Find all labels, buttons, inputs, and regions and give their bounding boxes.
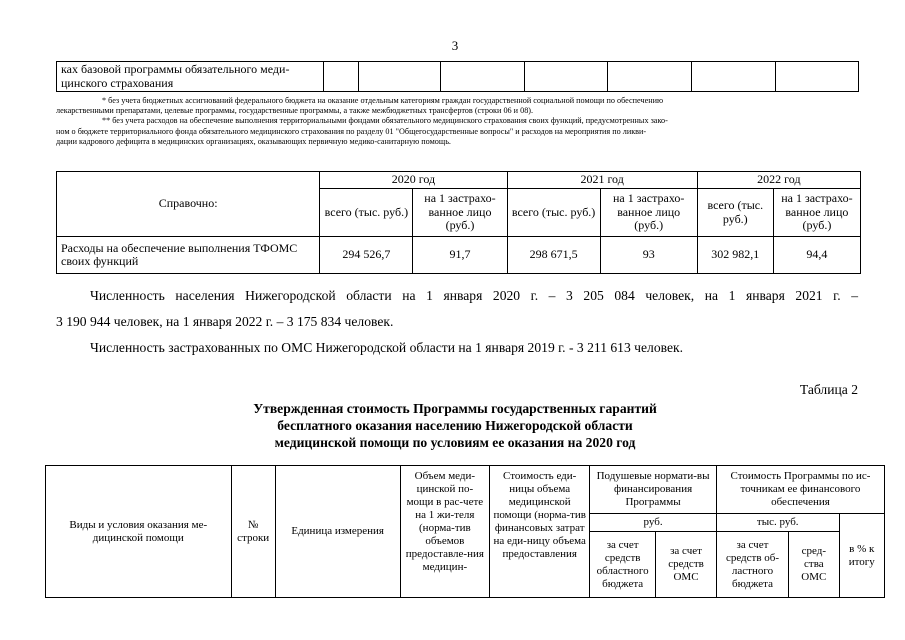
value-cell: 298 671,5 (507, 237, 600, 274)
table-title-line-3: медицинской помощи по условиям ее оказания на 2020 год (274, 435, 636, 450)
expense-row-label: Расходы на обеспечение выполнения ТФОМС своих функций (57, 237, 320, 274)
footnotes (56, 96, 861, 147)
footnote-2-line-2: ном о бюджете территориального фонда обязательного медицинского страхования по разделу 01 "Общегосударственные вопросы" и расходов на мероприятия по ликви- (56, 126, 647, 136)
insured-population: Численность застрахованных по ОМС Нижегородской области на 1 января 2019 г. - 3 211 613 человек. (90, 340, 683, 355)
col-per-insured-2021: на 1 застрахо-ванное лицо (руб.) (600, 189, 697, 237)
footnote-2-line-1: ** без учета расходов на обеспечение выполнения территориальными фондами обязательного медицинского страхования своих функций, предусмотренных зако- (102, 116, 668, 126)
header-percent: в % к итогу (839, 514, 884, 598)
value-cell: 94,4 (773, 237, 860, 274)
footnote-1-line-2: лекарственными препаратами, целевые программы, государственные программы, а также межбюджетных трансфертов (строки 06 и 08). (56, 106, 534, 116)
year-header-2020: 2020 год (320, 172, 507, 189)
population-line-1: Численность населения Нижегородской области на 1 января 2020 г. – 3 205 084 человек, на 1 января 2021 г. – (90, 288, 858, 303)
value-cell: 91,7 (413, 237, 507, 274)
col-per-insured-2022: на 1 застрахо-ванное лицо (руб.) (773, 189, 860, 237)
row-label: ках базовой программы обязательного меди-цинского страхования (57, 62, 324, 92)
header-regional-budget: за счет средств областного бюджета (590, 532, 656, 598)
year-header-2022: 2022 год (697, 172, 860, 189)
reference-table (56, 171, 861, 274)
col-per-insured-2020: на 1 застрахо-ванное лицо (руб.) (413, 189, 507, 237)
header-oms: за счет средств ОМС (656, 532, 717, 598)
program-cost-table (45, 465, 885, 598)
page-number: 3 (451, 38, 459, 53)
table-title-line-1: Утвержденная стоимость Программы государственных гарантий (253, 401, 657, 416)
footnote-1-line-1: * без учета бюджетных ассигнований федерального бюджета на оказание отдельным категориям граждан государственной социальной помощи по обеспечению (102, 96, 664, 105)
footnote-2-line-3: дации кадрового дефицита в медицинских организациях, оказывающих первичную медико-санитарную помощь. (56, 136, 451, 146)
reference-label: Справочно: (57, 172, 320, 237)
header-thousand-rub: тыс. руб. (716, 514, 839, 532)
value-cell: 294 526,7 (320, 237, 413, 274)
col-total-2020: всего (тыс. руб.) (320, 189, 413, 237)
value-cell: 302 982,1 (697, 237, 773, 274)
header-volume: Объем меди-цинской по-мощи в рас-чете на 1 жи-теля (норма-тив объемов предоставле-ния медицин- (400, 466, 490, 598)
col-total-2021: всего (тыс. руб.) (507, 189, 600, 237)
value-cell: 93 (600, 237, 697, 274)
budget-table-fragment (56, 61, 859, 92)
header-regional-budget-2: за счет средств об-ластного бюджета (716, 532, 788, 598)
header-oms-2: сред-ства ОМС (789, 532, 840, 598)
col-total-2022: всего (тыс. руб.) (697, 189, 773, 237)
year-header-2021: 2021 год (507, 172, 697, 189)
header-row-number: № строки (231, 466, 275, 598)
header-unit-cost: Стоимость еди-ницы объема медицинской помощи (норма-тив финансовых затрат на еди-ницу объема предоставления (490, 466, 590, 598)
header-unit: Единица измерения (275, 466, 400, 598)
table-title (160, 400, 750, 451)
header-kinds: Виды и условия оказания ме-дицинской помощи (46, 466, 232, 598)
header-per-capita: Подушевые нормати-вы финансирования Программы (590, 466, 717, 514)
population-line-2: 3 190 944 человек, на 1 января 2022 г. – 3 175 834 человек. (56, 314, 394, 329)
header-program-cost: Стоимость Программы по ис-точникам ее финансового обеспечения (716, 466, 884, 514)
header-rub: руб. (590, 514, 717, 532)
table-caption: Таблица 2 (799, 382, 858, 397)
table-title-line-2: бесплатного оказания населению Нижегородской области (277, 418, 633, 433)
